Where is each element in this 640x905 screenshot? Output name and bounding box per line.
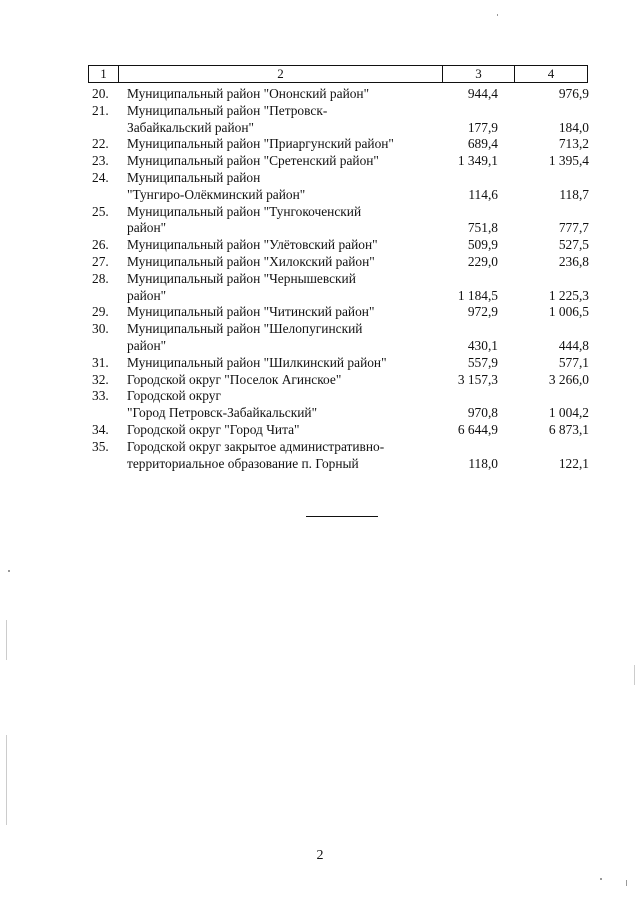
row-number: 31.	[92, 354, 109, 370]
value-col-4: 1 004,2	[548, 405, 589, 421]
value-col-3: 689,4	[467, 136, 498, 152]
row-name-line: Муниципальный район "Шелопугинский	[127, 321, 363, 337]
value-col-3: 944,4	[467, 86, 498, 101]
row-name	[127, 153, 427, 170]
table-row	[0, 153, 640, 170]
row-name-line: "Город Петровск-Забайкальский"	[127, 405, 318, 421]
row-name-line: Муниципальный район "Тунгокоченский	[127, 203, 362, 219]
scan-speck	[6, 620, 7, 660]
value-col-3: 751,8	[467, 220, 498, 236]
scan-speck	[634, 665, 635, 685]
table-body	[0, 86, 640, 472]
table-row	[0, 86, 640, 103]
row-name-line: район"	[127, 287, 167, 303]
table-row	[0, 439, 640, 473]
header-col-4: 4	[547, 66, 555, 81]
scan-speck	[497, 14, 498, 16]
row-name-line: Городской округ "Город Чита"	[127, 421, 300, 437]
table-row	[0, 304, 640, 321]
value-col-3: 430,1	[467, 337, 498, 353]
value-col-4: 777,7	[558, 220, 589, 236]
table-row	[0, 254, 640, 271]
row-name	[127, 254, 427, 271]
table-row	[0, 372, 640, 389]
row-name-line: "Тунгиро-Олёкминский район"	[127, 186, 306, 202]
row-name	[127, 86, 427, 103]
value-col-4: 236,8	[558, 253, 589, 269]
value-col-4: 3 266,0	[548, 371, 589, 387]
row-name	[127, 204, 427, 238]
row-name	[127, 439, 427, 473]
table-row	[0, 388, 640, 422]
value-col-3: 114,6	[468, 186, 498, 202]
row-number: 30.	[92, 321, 109, 337]
table-row	[0, 237, 640, 254]
table-header	[88, 65, 588, 83]
value-col-3: 509,9	[467, 237, 498, 253]
row-name	[127, 271, 427, 305]
value-col-4: 122,1	[558, 455, 589, 471]
row-number: 33.	[92, 388, 109, 404]
header-col-3: 3	[443, 66, 515, 82]
row-number: 29.	[92, 304, 109, 320]
value-col-3: 118,0	[468, 455, 498, 471]
row-number: 20.	[92, 86, 109, 101]
header-col-2: 2	[119, 66, 443, 82]
value-col-4: 713,2	[558, 136, 589, 152]
value-col-4: 118,7	[559, 186, 589, 202]
row-name-line: Городской округ закрытое административно-	[127, 438, 385, 454]
row-name-line: Городской округ	[127, 388, 221, 404]
table-row	[0, 422, 640, 439]
table-row	[0, 271, 640, 305]
row-number: 21.	[92, 102, 109, 118]
scan-speck	[8, 570, 10, 572]
table-row	[0, 103, 640, 137]
value-col-3: 1 349,1	[457, 153, 498, 169]
row-name	[127, 372, 427, 389]
value-col-4: 444,8	[558, 337, 589, 353]
row-name	[127, 388, 427, 422]
value-col-3: 229,0	[467, 253, 498, 269]
value-col-4: 1 006,5	[548, 304, 589, 320]
value-col-3: 177,9	[467, 119, 498, 135]
table-row	[0, 170, 640, 204]
value-col-3: 557,9	[467, 354, 498, 370]
value-col-3: 3 157,3	[457, 371, 498, 387]
value-col-4: 184,0	[558, 119, 589, 135]
row-number: 25.	[92, 203, 109, 219]
row-name	[127, 321, 427, 355]
row-name	[127, 136, 427, 153]
scan-speck	[6, 735, 7, 825]
value-col-3: 970,8	[467, 405, 498, 421]
row-number: 32.	[92, 371, 109, 387]
row-name	[127, 422, 427, 439]
row-name-line: Муниципальный район "Приаргунский район"	[127, 136, 394, 152]
row-number: 22.	[92, 136, 109, 152]
row-name	[127, 237, 427, 254]
value-col-4: 527,5	[558, 237, 589, 253]
row-name-line: Муниципальный район	[127, 169, 261, 185]
row-name-line: Забайкальский район"	[127, 119, 254, 135]
row-name	[127, 170, 427, 204]
value-col-4: 976,9	[558, 86, 589, 101]
row-name-line: Муниципальный район "Читинский район"	[127, 304, 375, 320]
scan-speck	[626, 880, 627, 886]
row-number: 23.	[92, 153, 109, 169]
row-name-line: район"	[127, 337, 167, 353]
value-col-3: 972,9	[467, 304, 498, 320]
row-name	[127, 304, 427, 321]
row-name-line: Муниципальный район "Петровск-	[127, 102, 328, 118]
row-name	[127, 355, 427, 372]
row-number: 35.	[92, 438, 109, 454]
value-col-4: 6 873,1	[548, 421, 589, 437]
scan-speck	[600, 878, 602, 880]
table-row	[0, 136, 640, 153]
row-number: 27.	[92, 253, 109, 269]
row-name-line: территориальное образование п. Горный	[127, 455, 359, 471]
value-col-4: 1 395,4	[548, 153, 589, 169]
row-name-line: Муниципальный район "Хилокский район"	[127, 253, 375, 269]
row-name-line: Муниципальный район "Улётовский район"	[127, 237, 378, 253]
row-name	[127, 103, 427, 137]
row-name-line: Муниципальный район "Чернышевский	[127, 270, 356, 286]
row-name-line: Муниципальный район "Ононский район"	[127, 86, 370, 101]
row-number: 34.	[92, 421, 109, 437]
row-number: 24.	[92, 169, 109, 185]
table-row	[0, 355, 640, 372]
value-col-4: 577,1	[558, 354, 589, 370]
row-name-line: Муниципальный район "Шилкинский район"	[127, 354, 387, 370]
row-name-line: Муниципальный район "Сретенский район"	[127, 153, 379, 169]
page-number-text: 2	[316, 848, 324, 863]
end-separator-line	[306, 516, 378, 517]
row-number: 26.	[92, 237, 109, 253]
row-name-line: район"	[127, 220, 167, 236]
header-col-1: 1	[89, 66, 119, 82]
row-name-line: Городской округ "Поселок Агинское"	[127, 371, 342, 387]
table-row	[0, 321, 640, 355]
value-col-3: 1 184,5	[457, 287, 498, 303]
value-col-3: 6 644,9	[457, 421, 498, 437]
value-col-4: 1 225,3	[548, 287, 589, 303]
row-number: 28.	[92, 270, 109, 286]
table-row	[0, 204, 640, 238]
